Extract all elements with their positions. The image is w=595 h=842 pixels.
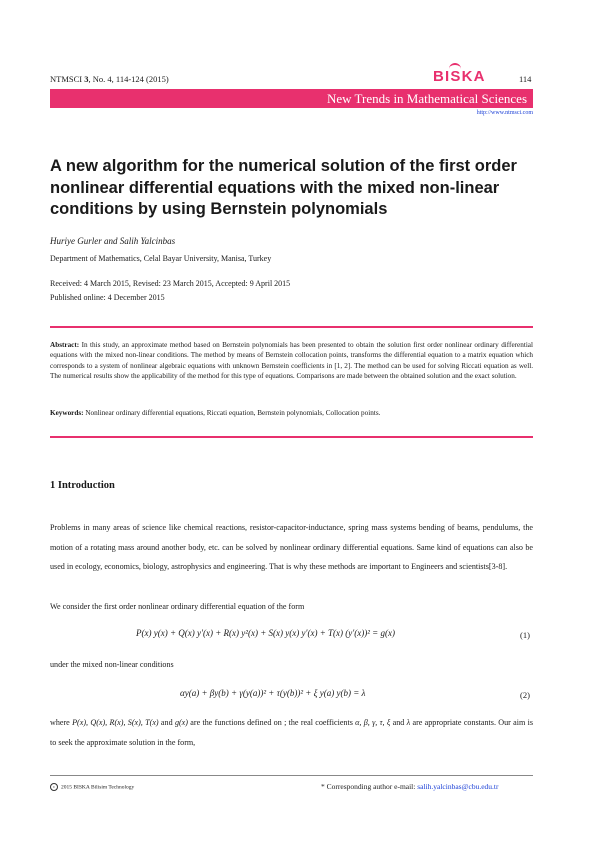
keywords-label: Keywords: <box>50 409 84 417</box>
corresponding-author: * Corresponding author e-mail: salih.yalcinbas@cbu.edu.tr <box>321 782 499 791</box>
paragraph-conditions: under the mixed non-linear conditions <box>50 660 174 669</box>
authors: Huriye Gurler and Salih Yalcinbas <box>50 236 176 246</box>
abstract <box>50 340 533 382</box>
abstract-label: Abstract: <box>50 341 80 349</box>
journal-name: New Trends in Mathematical Sciences <box>326 91 527 106</box>
keywords-text: Nonlinear ordinary differential equations, Riccati equation, Bernstein polynomials, Collocation points. <box>85 409 381 417</box>
copyright-icon: c <box>50 783 58 791</box>
equation-2: αy(a) + βy(b) + γ(y(a))² + τ(y(b))² + ξ y(a) y(b) = λ <box>180 688 366 698</box>
section-heading: 1 Introduction <box>50 480 115 491</box>
keywords <box>50 409 533 417</box>
divider-top <box>50 326 533 328</box>
abstract-text: In this study, an approximate method based on Bernstein polynomials has been presented to obtain the solution first order nonlinear ordinary differential equations with the mixed non-linear conditions. The method by means of Bernstein collocation points, transforms the differential equation to a matrix equation which corresponds to a system of nonlinear algebraic equations with unknown Bernstein coefficients in [1, 2]. The method can be used for solving Riccati equation as well. The numerical results show the applicability of the method for this type of equations. Comparisons are made between the obtained solution and the exact solution. <box>50 341 533 381</box>
biska-logo: BISKA <box>433 68 486 85</box>
journal-reference: NTMSCI 3, No. 4, 114-124 (2015) <box>50 74 169 84</box>
paragraph-consider: We consider the first order nonlinear ordinary differential equation of the form <box>50 602 305 611</box>
equation-1-number: (1) <box>520 630 530 640</box>
journal-banner <box>50 89 533 108</box>
copyright: c 2015 BISKA Bilisim Technology <box>50 783 134 791</box>
footer-divider <box>50 775 533 776</box>
published-date: Published online: 4 December 2015 <box>50 293 165 302</box>
divider-bottom <box>50 436 533 438</box>
page-number: 114 <box>519 74 532 84</box>
journal-url[interactable]: http://www.ntmsci.com <box>476 110 533 116</box>
affiliation: Department of Mathematics, Celal Bayar University, Manisa, Turkey <box>50 254 272 263</box>
article-title: A new algorithm for the numerical solution of the first order nonlinear differential equations with the mixed non-linear conditions by using Bernstein polynomials <box>50 157 517 218</box>
equation-1: P(x) y(x) + Q(x) y′(x) + R(x) y²(x) + S(x) y(x) y′(x) + T(x) (y′(x))² = g(x) <box>136 628 395 638</box>
intro-paragraph: Problems in many areas of science like chemical reactions, resistor-capacitor-inductance, spring mass systems bending of beams, pendulums, the motion of a rotating mass around another body, etc. can be solved by nonlinear ordinary differential equations. Same kind of equations can also be used in ecology, economics, biology, astrophysics and engineering. That is why these methods are important to Engineers and scientists[3-8]. <box>50 523 533 572</box>
paragraph-where: where P(x), Q(x), R(x), S(x), T(x) and g(x) are the functions defined on ; the real coefficients α, β, γ, τ, ξ and λ are appropriate constants. Our aim is to seek the approximate solution in the form, <box>50 718 534 747</box>
submission-dates: Received: 4 March 2015, Revised: 23 March 2015, Accepted: 9 April 2015 <box>50 279 291 288</box>
equation-2-number: (2) <box>520 690 530 700</box>
author-email-link[interactable]: salih.yalcinbas@cbu.edu.tr <box>417 782 499 791</box>
